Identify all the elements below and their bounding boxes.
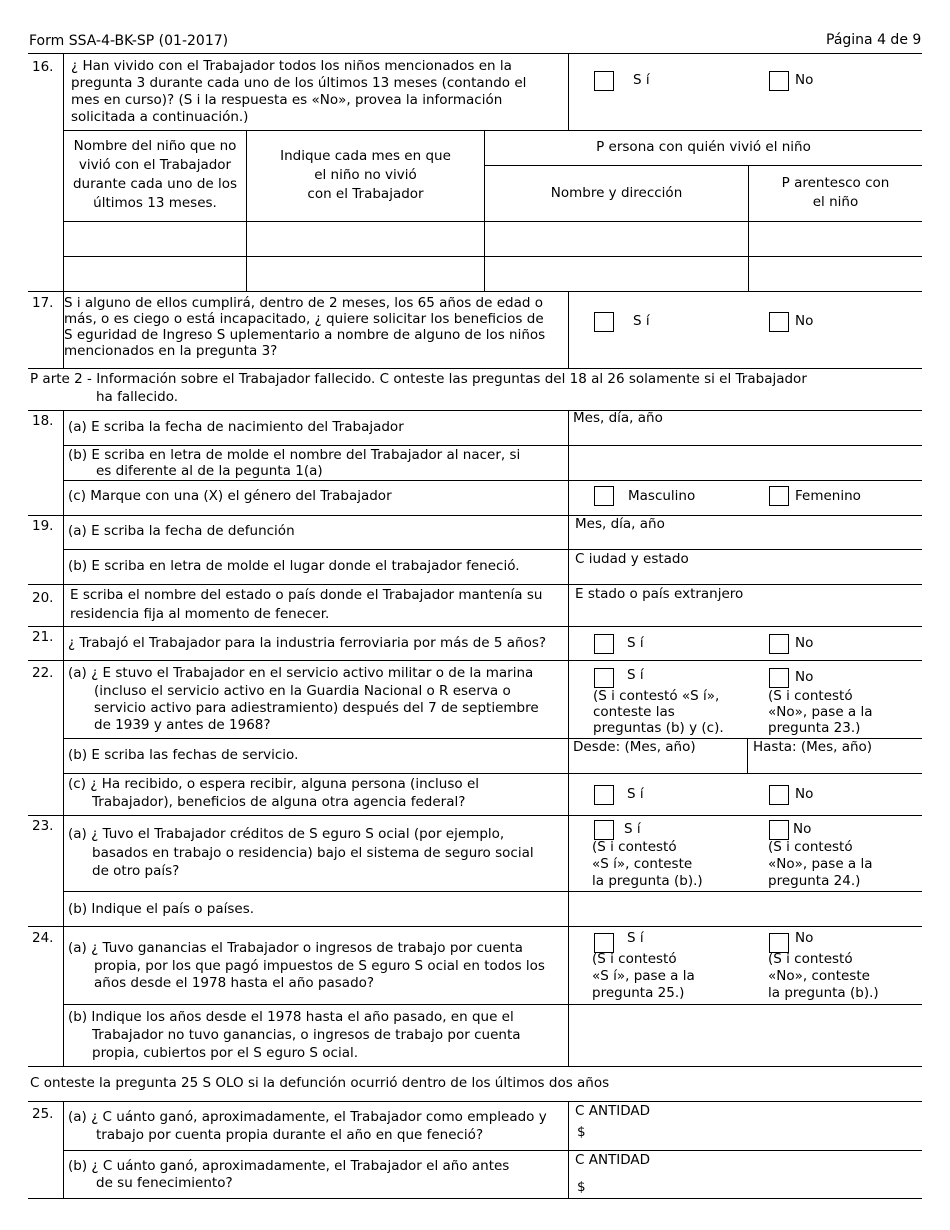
page-number: Página 4 de 9 bbox=[826, 32, 922, 48]
q17-text-3: S eguridad de Ingreso S uplementario a nombre de alguno de los niños bbox=[64, 327, 546, 343]
q24a-text-2: propia, por los que pagó impuestos de S eguro S ocial en todos los bbox=[94, 958, 545, 974]
q18b-birth-name-field[interactable] bbox=[569, 446, 922, 480]
q25a-currency[interactable]: $ bbox=[577, 1124, 586, 1140]
q23b-text: (b) Indique el país o países. bbox=[68, 901, 255, 917]
q19b-text: (b) E scriba en letra de molde el lugar donde el trabajador feneció. bbox=[68, 558, 520, 574]
q24a-no-label: No bbox=[795, 930, 814, 946]
q16-row2-month-field[interactable] bbox=[247, 257, 484, 291]
q23a-no-note-3: pregunta 24.) bbox=[768, 873, 861, 889]
q17-number: 17. bbox=[32, 295, 54, 311]
q21-si-label: S í bbox=[627, 635, 644, 651]
q22b-text: (b) E scriba las fechas de servicio. bbox=[68, 747, 299, 763]
q22a-si-label: S í bbox=[627, 667, 644, 683]
q24a-text-1: (a) ¿ Tuvo ganancias el Trabajador o ingresos de trabajo por cuenta bbox=[68, 940, 523, 956]
q21-text: ¿ Trabajó el Trabajador para la industria ferroviaria por más de 5 años? bbox=[68, 635, 547, 651]
q23a-no-label: No bbox=[793, 821, 812, 837]
q16-text-4: solicitada a continuación.) bbox=[71, 109, 249, 125]
q22a-text-1: (a) ¿ E stuvo el Trabajador en el servicio activo militar o de la marina bbox=[68, 665, 534, 681]
q22a-si-checkbox[interactable] bbox=[594, 668, 614, 688]
q23a-si-label: S í bbox=[624, 821, 641, 837]
q24b-text-2: Trabajador no tuvo ganancias, o ingresos de trabajo por cuenta bbox=[92, 1027, 521, 1043]
q23a-si-note-1: (S i contestó bbox=[592, 839, 677, 855]
q22-number: 22. bbox=[32, 665, 54, 681]
q23b-country-field[interactable] bbox=[569, 892, 922, 926]
q16-row1-relation-field[interactable] bbox=[749, 222, 922, 256]
q17-no-checkbox[interactable] bbox=[769, 312, 789, 332]
q22a-no-label: No bbox=[795, 669, 814, 685]
q16-no-checkbox[interactable] bbox=[769, 71, 789, 91]
q24a-si-checkbox[interactable] bbox=[594, 933, 614, 953]
q16-col-month-1: Indique cada mes en que bbox=[280, 148, 451, 164]
q16-col-relation-1: P arentesco con bbox=[781, 175, 890, 191]
q25b-text-2: de su fenecimiento? bbox=[96, 1175, 233, 1191]
q22a-text-4: de 1939 y antes de 1968? bbox=[94, 717, 271, 733]
q25-instruction: C onteste la pregunta 25 S OLO si la defunción ocurrió dentro de los últimos dos años bbox=[30, 1075, 610, 1091]
q16-row2-name-field[interactable] bbox=[485, 257, 748, 291]
q16-col-name-address: Nombre y dirección bbox=[550, 185, 683, 201]
q17-si-checkbox[interactable] bbox=[594, 312, 614, 332]
q18b-text-1: (b) E scriba en letra de molde el nombre del Trabajador al nacer, si bbox=[68, 447, 521, 463]
rule-top bbox=[28, 53, 922, 54]
q16-text-3: mes en curso)? (S i la respuesta es «No», provea la información bbox=[71, 92, 503, 108]
form-id: Form SSA-4-BK-SP (01-2017) bbox=[29, 33, 229, 49]
q19-number: 19. bbox=[32, 518, 54, 534]
q18a-text: (a) E scriba la fecha de nacimiento del Trabajador bbox=[68, 419, 404, 435]
q22c-no-label: No bbox=[795, 786, 814, 802]
part2-heading-2: ha fallecido. bbox=[96, 389, 179, 405]
q16-col-relation-2: el niño bbox=[812, 194, 859, 210]
q23a-text-1: (a) ¿ Tuvo el Trabajador créditos de S eguro S ocial (por ejemplo, bbox=[68, 826, 505, 842]
q22a-no-checkbox[interactable] bbox=[769, 668, 789, 688]
q20-text-2: residencia fija al momento de fenecer. bbox=[70, 606, 330, 622]
q16-col-child-1: Nombre del niño que no bbox=[73, 138, 237, 154]
q16-row1-name-field[interactable] bbox=[485, 222, 748, 256]
q18b-text-2: es diferente al de la pegunta 1(a) bbox=[96, 463, 323, 479]
q22a-no-note-3: pregunta 23.) bbox=[768, 720, 861, 736]
q24b-years-field[interactable] bbox=[569, 1005, 922, 1066]
q16-text-1: ¿ Han vivido con el Trabajador todos los niños mencionados en la bbox=[71, 58, 512, 74]
q21-no-label: No bbox=[795, 635, 814, 651]
q24b-text-1: (b) Indique los años desde el 1978 hasta el año pasado, en que el bbox=[68, 1009, 514, 1025]
q16-si-label: S í bbox=[633, 72, 650, 88]
q22a-si-note-1: (S i contestó «S í», bbox=[593, 688, 720, 704]
q21-number: 21. bbox=[32, 629, 54, 645]
q25a-text-1: (a) ¿ C uánto ganó, aproximadamente, el Trabajador como empleado y bbox=[68, 1109, 547, 1125]
q16-col-child-4: últimos 13 meses. bbox=[93, 195, 217, 211]
q22c-text-2: Trabajador), beneficios de alguna otra agencia federal? bbox=[92, 794, 466, 810]
q16-row2-relation-field[interactable] bbox=[749, 257, 922, 291]
q24b-text-3: propia, cubiertos por el S eguro S ocial. bbox=[92, 1045, 359, 1061]
q16-row1-child-field[interactable] bbox=[64, 222, 246, 256]
q18c-masculino-label: Masculino bbox=[628, 488, 696, 504]
q22a-no-note-2: «No», pase a la bbox=[768, 704, 873, 720]
q24a-no-note-3: la pregunta (b).) bbox=[768, 985, 879, 1001]
q24a-si-note-1: (S i contestó bbox=[592, 951, 677, 967]
q18c-femenino-label: Femenino bbox=[795, 488, 861, 504]
q23a-text-3: de otro país? bbox=[92, 863, 180, 879]
q16-col-child-3: durante cada uno de los bbox=[72, 176, 238, 192]
q22c-si-checkbox[interactable] bbox=[594, 785, 614, 805]
q18c-masculino-checkbox[interactable] bbox=[594, 486, 614, 506]
q25b-text-1: (b) ¿ C uánto ganó, aproximadamente, el Trabajador el año antes bbox=[68, 1158, 510, 1174]
q24-number: 24. bbox=[32, 930, 54, 946]
q24a-si-note-2: «S í», pase a la bbox=[592, 968, 695, 984]
q23a-text-2: basados en trabajo o residencia) bajo el sistema de seguro social bbox=[92, 845, 534, 861]
q22c-no-checkbox[interactable] bbox=[769, 785, 789, 805]
q24a-text-3: años desde el 1978 hasta el año pasado? bbox=[94, 975, 375, 991]
q16-row2-child-field[interactable] bbox=[64, 257, 246, 291]
q16-row1-month-field[interactable] bbox=[247, 222, 484, 256]
q22c-text-1: (c) ¿ Ha recibido, o espera recibir, alguna persona (incluso el bbox=[68, 776, 479, 792]
q16-col-child-2: vivió con el Trabajador bbox=[78, 157, 232, 173]
q23a-no-checkbox[interactable] bbox=[769, 820, 789, 840]
q22a-no-note-1: (S i contestó bbox=[768, 688, 853, 704]
q22c-si-label: S í bbox=[627, 786, 644, 802]
q24a-si-label: S í bbox=[627, 930, 644, 946]
q16-col-month-3: con el Trabajador bbox=[307, 186, 424, 202]
q25a-amount-label: C ANTIDAD bbox=[575, 1103, 651, 1119]
q22a-text-2: (incluso el servicio activo en la Guardia Nacional o R eserva o bbox=[94, 683, 511, 699]
q20-number: 20. bbox=[32, 590, 54, 606]
q22b-from-field[interactable]: Desde: (Mes, año) bbox=[573, 739, 696, 755]
q21-si-checkbox[interactable] bbox=[594, 634, 614, 654]
q22a-text-3: servicio activo para adiestramiento) después del 7 de septiembre bbox=[94, 700, 539, 716]
q18c-text: (c) Marque con una (X) el género del Trabajador bbox=[68, 488, 392, 504]
q25-number: 25. bbox=[32, 1106, 54, 1122]
q23-number: 23. bbox=[32, 818, 54, 834]
q17-si-label: S í bbox=[633, 313, 650, 329]
q25b-currency[interactable]: $ bbox=[577, 1179, 586, 1195]
q19a-death-date-field[interactable]: Mes, día, año bbox=[575, 516, 665, 532]
q23a-no-note-1: (S i contestó bbox=[768, 839, 853, 855]
q17-text-4: mencionados en la pregunta 3? bbox=[64, 343, 278, 359]
q17-text-1: S i alguno de ellos cumplirá, dentro de 2 meses, los 65 años de edad o bbox=[64, 295, 543, 311]
q19b-place-field[interactable]: C iudad y estado bbox=[575, 551, 689, 567]
q24a-no-note-1: (S i contestó bbox=[768, 951, 853, 967]
q22b-to-field[interactable]: Hasta: (Mes, año) bbox=[753, 739, 873, 755]
q19a-text: (a) E scriba la fecha de defunción bbox=[68, 523, 295, 539]
q17-no-label: No bbox=[795, 313, 814, 329]
q17-text-2: más, o es ciego o está incapacitado, ¿ quiere solicitar los beneficios de bbox=[64, 311, 544, 327]
q25b-amount-label: C ANTIDAD bbox=[575, 1152, 651, 1168]
q23a-si-note-2: «S í», conteste bbox=[592, 856, 693, 872]
q24a-no-checkbox[interactable] bbox=[769, 933, 789, 953]
q20-text-1: E scriba el nombre del estado o país donde el Trabajador mantenía su bbox=[70, 587, 543, 603]
part2-heading-1: P arte 2 - Información sobre el Trabajador fallecido. C onteste las preguntas del 18 al 26 solamente si el Trabajador bbox=[30, 371, 807, 387]
q23a-si-note-3: la pregunta (b).) bbox=[592, 873, 703, 889]
q16-number: 16. bbox=[32, 59, 54, 75]
q24a-no-note-2: «No», conteste bbox=[768, 968, 870, 984]
q16-si-checkbox[interactable] bbox=[594, 71, 614, 91]
q18a-birth-date-field[interactable]: Mes, día, año bbox=[573, 410, 663, 426]
q16-text-2: pregunta 3 durante cada uno de los últimos 13 meses (contando el bbox=[71, 75, 527, 91]
q18c-femenino-checkbox[interactable] bbox=[769, 486, 789, 506]
q16-col-person: P ersona con quién vivió el niño bbox=[596, 139, 811, 155]
q21-no-checkbox[interactable] bbox=[769, 634, 789, 654]
q20-residence-field[interactable]: E stado o país extranjero bbox=[575, 586, 744, 602]
q16-col-month-2: el niño no vivió bbox=[314, 167, 417, 183]
q23a-si-checkbox[interactable] bbox=[594, 820, 614, 840]
q22a-si-note-3: preguntas (b) y (c). bbox=[593, 720, 724, 736]
q24a-si-note-3: pregunta 25.) bbox=[592, 985, 685, 1001]
q23a-no-note-2: «No», pase a la bbox=[768, 856, 873, 872]
q25a-text-2: trabajo por cuenta propia durante el año en que feneció? bbox=[96, 1127, 484, 1143]
q22a-si-note-2: conteste las bbox=[593, 704, 675, 720]
q16-no-label: No bbox=[795, 72, 814, 88]
q18-number: 18. bbox=[32, 413, 54, 429]
